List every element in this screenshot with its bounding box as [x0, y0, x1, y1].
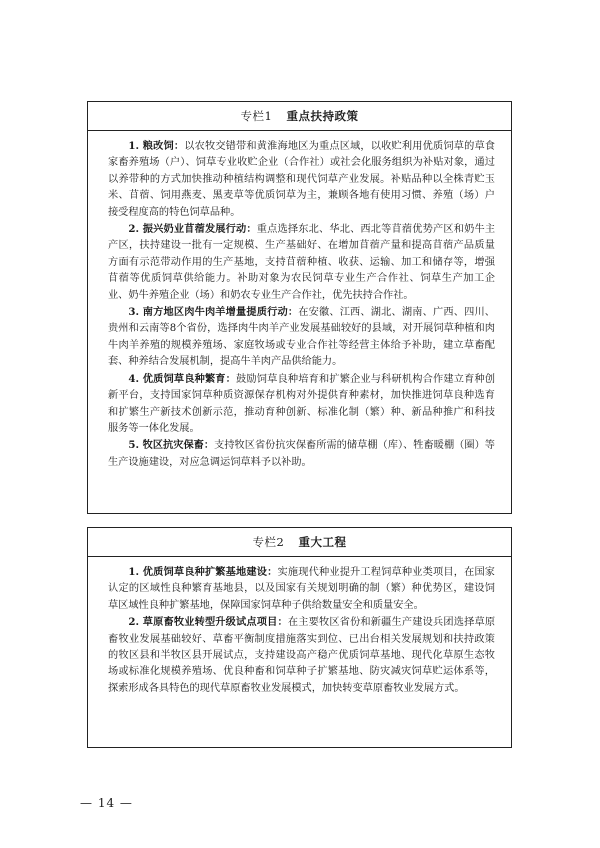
policy-item-forage-seed-breeding	[108, 371, 495, 438]
policy-item-disaster-livestock-protection	[108, 437, 495, 471]
policy-item-text: 在安徽、江西、湖北、湖南、广西、四川、贵州和云南等8个省份，选择肉牛肉羊产业发展基础较好的县域，对开展饲草种植和肉牛肉羊养殖的规模养殖场、家庭牧场或专业合作社等经营主体给予补助，建立草畜配套、种养结合发展机制，提高牛羊肉产品供给能力。	[108, 307, 495, 368]
panel-key-support-policies	[87, 101, 512, 514]
policy-item-heading: 5. 牧区抗灾保畜：	[128, 439, 215, 452]
panel-2-title: 重大工程	[298, 535, 347, 549]
panel-1-header	[88, 102, 511, 131]
panel-2-number: 专栏2	[252, 535, 285, 549]
project-item-seed-base	[108, 564, 495, 614]
project-item-heading: 1. 优质饲草良种扩繁基地建设：	[128, 566, 278, 578]
project-item-heading: 2. 草原畜牧业转型升级试点项目：	[128, 616, 288, 629]
panel-2-body	[88, 557, 511, 697]
policy-item-grain-to-feed	[108, 138, 495, 221]
project-item-text: 实施现代种业提升工程饲草种业类项目，在国家认定的区域性良种繁育基地县，以及国家有关规划明确的制（繁）种优势区，建设饲草区域性良种扩繁基地，保障国家饲草种子供给数量安全和质量安全。	[108, 567, 495, 611]
policy-item-heading: 2. 振兴奶业苜蓿发展行动：	[128, 223, 257, 236]
policy-item-heading: 1. 粮改饲：	[128, 140, 185, 152]
policy-item-heading: 3. 南方地区肉牛肉羊增量提质行动：	[128, 306, 299, 319]
policy-item-text: 支持牧区省份抗灾保畜所需的储草棚（库）、牲畜暖棚（圈）等生产设施建设，对应急调运饲草料予以补助。	[108, 440, 495, 468]
panel-major-projects	[87, 527, 512, 748]
policy-item-text: 以农牧交错带和黄淮海地区为重点区域，以收贮利用优质饲草的草食家畜养殖场（户）、饲草专业收贮企业（合作社）或社会化服务组织为补贴对象，通过以养带种的方式加快推动种植结构调整和现代饲草产业发展。补贴品种以全株青贮玉米、苜蓿、饲用燕麦、黑麦草等优质饲草为主，兼顾各地有使用习惯、养殖（场）户接受程度高的特色饲草品种。	[108, 141, 495, 218]
project-item-grassland-pilot	[108, 614, 495, 697]
panel-1-number: 专栏1	[240, 109, 273, 123]
policy-item-text: 重点选择东北、华北、西北等苜蓿优势产区和奶牛主产区，扶持建设一批有一定规模、生产基础好、在增加苜蓿产量和提高苜蓿产品质量方面有示范带动作用的生产基地，支持苜蓿种植、收获、运输、加工和储存等，增强苜蓿等优质饲草供给能力。补助对象为农民饲草专业生产合作社、饲草生产加工企业、奶牛养殖企业（场）和奶农专业生产合作社，优先扶持合作社。	[108, 224, 496, 301]
page-number: — 14 —	[80, 796, 133, 810]
policy-item-southern-cattle-sheep	[108, 304, 495, 371]
policy-item-alfalfa-development	[108, 221, 495, 304]
panel-2-header	[88, 528, 511, 557]
policy-item-text: 鼓励饲草良种培育和扩繁企业与科研机构合作建立育种创新平台，支持国家饲草种质资源保存机构对外提供育种素材，加快推进饲草良种选育和扩繁生产新技术创新示范，推动育种创新、标准化制（繁）种、新品种推广和科技服务等一体化发展。	[108, 373, 496, 434]
panel-1-title: 重点扶持政策	[286, 109, 359, 123]
panel-1-body	[88, 131, 511, 471]
project-item-text: 在主要牧区省份和新疆生产建设兵团选择草原畜牧业发展基础较好、草畜平衡制度措施落实到位、已出台相关发展规划和扶持政策的牧区县和半牧区县开展试点，支持建设高产稳产优质饲草基地、现代化草原生态牧场或标准化规模养殖场、优良种畜和饲草种子扩繁基地、防灾减灾饲草贮运体系等，探索形成各具特色的现代草原畜牧业发展模式，加快转变草原畜牧业发展方式。	[108, 617, 496, 694]
policy-item-heading: 4. 优质饲草良种繁育：	[128, 372, 237, 385]
